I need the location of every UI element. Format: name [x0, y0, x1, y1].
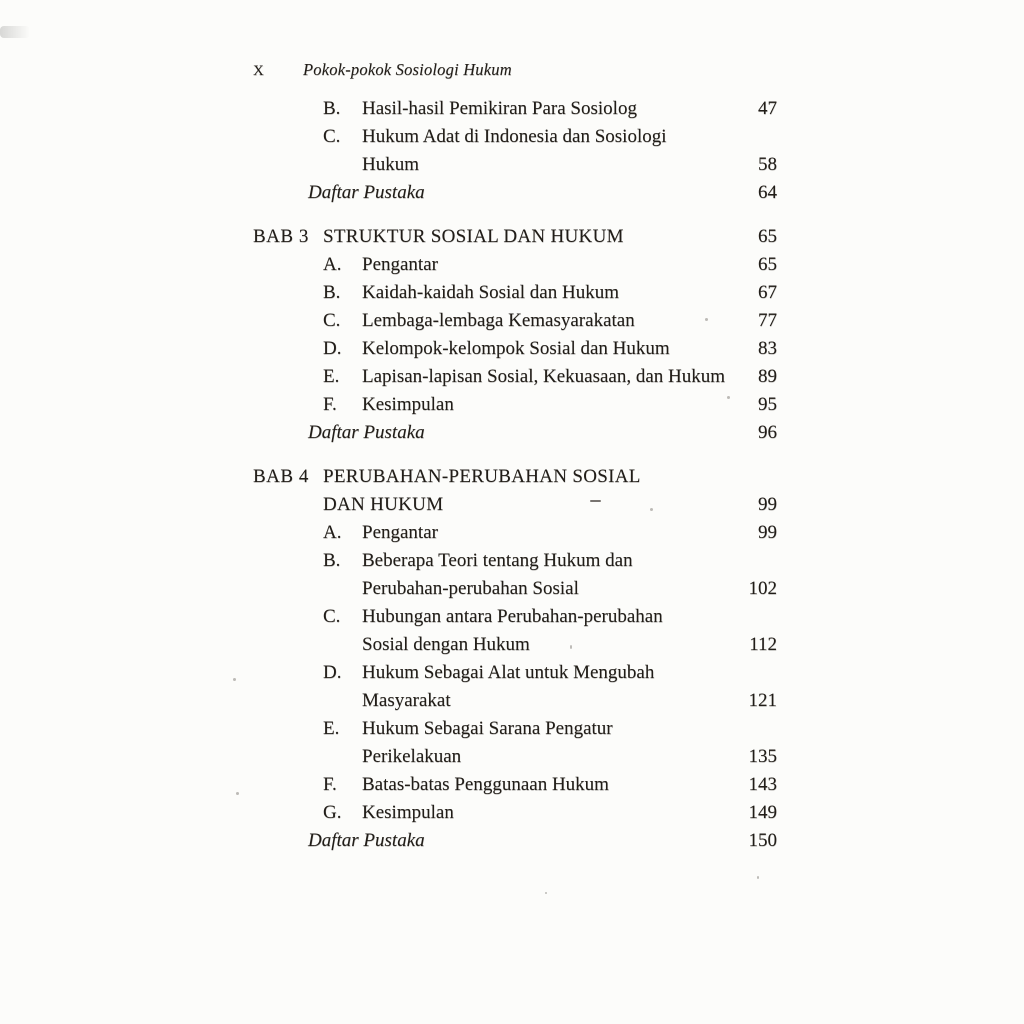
toc-entry	[253, 366, 777, 394]
entry-title: Kaidah-kaidah Sosial dan Hukum	[362, 282, 619, 303]
entry-title: Kelompok-kelompok Sosial dan Hukum	[362, 338, 670, 359]
chapter-heading-continuation	[253, 494, 777, 522]
toc-entry	[253, 606, 777, 634]
running-head	[253, 60, 777, 84]
entry-page-number: 65	[758, 226, 777, 247]
entry-title: Hukum Sebagai Alat untuk Mengubah	[362, 662, 655, 683]
toc-entry	[253, 718, 777, 746]
entry-page-number: 112	[749, 634, 777, 655]
toc-entry-continuation	[253, 746, 777, 774]
entry-title-continued: Perubahan-perubahan Sosial	[362, 578, 579, 599]
entry-letter: D.	[323, 662, 342, 683]
entry-letter: B.	[323, 550, 341, 571]
entry-letter: C.	[323, 310, 341, 331]
entry-title-continued: Perikelakuan	[362, 746, 462, 767]
entry-page-number: 83	[758, 338, 777, 359]
entry-letter: C.	[323, 126, 341, 147]
entry-page-number: 99	[758, 522, 777, 543]
toc-entry	[253, 394, 777, 422]
entry-page-number: 65	[758, 254, 777, 275]
references-entry	[253, 830, 777, 858]
entry-page-number: 47	[758, 98, 777, 119]
entry-letter: C.	[323, 606, 341, 627]
chapter-title: STRUKTUR SOSIAL DAN HUKUM	[323, 226, 624, 247]
entry-title: Kesimpulan	[362, 802, 454, 823]
chapter-title: PERUBAHAN-PERUBAHAN SOSIAL	[323, 466, 641, 487]
entry-page-number: 96	[758, 422, 777, 443]
entry-letter: F.	[323, 774, 337, 795]
toc-list	[253, 98, 777, 858]
entry-title-continued: Sosial dengan Hukum	[362, 634, 530, 655]
toc-entry	[253, 254, 777, 282]
toc-entry	[253, 550, 777, 578]
entry-title: Hukum Adat di Indonesia dan Sosiologi	[362, 126, 667, 147]
references-label: Daftar Pustaka	[308, 182, 425, 203]
toc-entry-continuation	[253, 578, 777, 606]
entry-letter: E.	[323, 718, 340, 739]
scan-speck	[233, 678, 236, 681]
table-of-contents	[253, 60, 777, 858]
running-title: Pokok-pokok Sosiologi Hukum	[303, 60, 512, 79]
entry-page-number: 99	[758, 494, 777, 515]
entry-page-number: 143	[748, 774, 777, 795]
scan-speck	[236, 792, 239, 795]
entry-title: Pengantar	[362, 254, 438, 275]
references-entry	[253, 422, 777, 450]
references-label: Daftar Pustaka	[308, 422, 425, 443]
entry-title: Beberapa Teori tentang Hukum dan	[362, 550, 633, 571]
scan-speck	[705, 318, 708, 321]
entry-page-number: 149	[748, 802, 777, 823]
page-folio: X	[253, 63, 265, 79]
entry-page-number: 89	[758, 366, 777, 387]
entry-title: Lembaga-lembaga Kemasyarakatan	[362, 310, 635, 331]
scan-speck	[545, 892, 547, 894]
entry-letter: E.	[323, 366, 340, 387]
toc-entry	[253, 310, 777, 338]
entry-page-number: 77	[758, 310, 777, 331]
toc-entry-continuation	[253, 634, 777, 662]
entry-page-number: 150	[748, 830, 777, 851]
entry-page-number: 102	[748, 578, 777, 599]
chapter-heading	[253, 226, 777, 254]
entry-letter: A.	[323, 254, 342, 275]
toc-entry	[253, 662, 777, 690]
entry-letter: A.	[323, 522, 342, 543]
entry-page-number: 67	[758, 282, 777, 303]
toc-entry	[253, 98, 777, 126]
entry-letter: B.	[323, 282, 341, 303]
entry-page-number: 58	[758, 154, 777, 175]
entry-title: Hukum Sebagai Sarana Pengatur	[362, 718, 613, 739]
toc-entry	[253, 802, 777, 830]
entry-letter: G.	[323, 802, 342, 823]
entry-page-number: 121	[748, 690, 777, 711]
entry-page-number: 95	[758, 394, 777, 415]
entry-title: Lapisan-lapisan Sosial, Kekuasaan, dan Hukum	[362, 366, 726, 387]
references-label: Daftar Pustaka	[308, 830, 425, 851]
toc-entry	[253, 126, 777, 154]
entry-page-number: 64	[758, 182, 777, 203]
toc-entry-continuation	[253, 690, 777, 718]
entry-page-number: 135	[748, 746, 777, 767]
chapter-heading	[253, 466, 777, 494]
scan-speck	[650, 508, 653, 511]
entry-title: Hasil-hasil Pemikiran Para Sosiolog	[362, 98, 637, 119]
entry-title: Batas-batas Penggunaan Hukum	[362, 774, 609, 795]
scan-speck	[757, 876, 759, 879]
entry-title-continued: Hukum	[362, 154, 419, 175]
toc-entry-continuation	[253, 154, 777, 182]
references-entry	[253, 182, 777, 210]
entry-title-continued: Masyarakat	[362, 690, 451, 711]
entry-letter: F.	[323, 394, 337, 415]
entry-letter: B.	[323, 98, 341, 119]
entry-title: Pengantar	[362, 522, 438, 543]
scan-dash	[590, 500, 601, 502]
entry-title: Kesimpulan	[362, 394, 454, 415]
toc-entry	[253, 522, 777, 550]
chapter-label: BAB 3	[253, 226, 309, 247]
entry-letter: D.	[323, 338, 342, 359]
entry-title: Hubungan antara Perubahan-perubahan	[362, 606, 663, 627]
scan-speck	[570, 645, 572, 649]
toc-entry	[253, 282, 777, 310]
scan-smudge	[0, 26, 30, 38]
chapter-title-continued: DAN HUKUM	[323, 494, 444, 515]
toc-entry	[253, 774, 777, 802]
toc-entry	[253, 338, 777, 366]
scan-speck	[727, 396, 730, 399]
chapter-label: BAB 4	[253, 466, 309, 487]
